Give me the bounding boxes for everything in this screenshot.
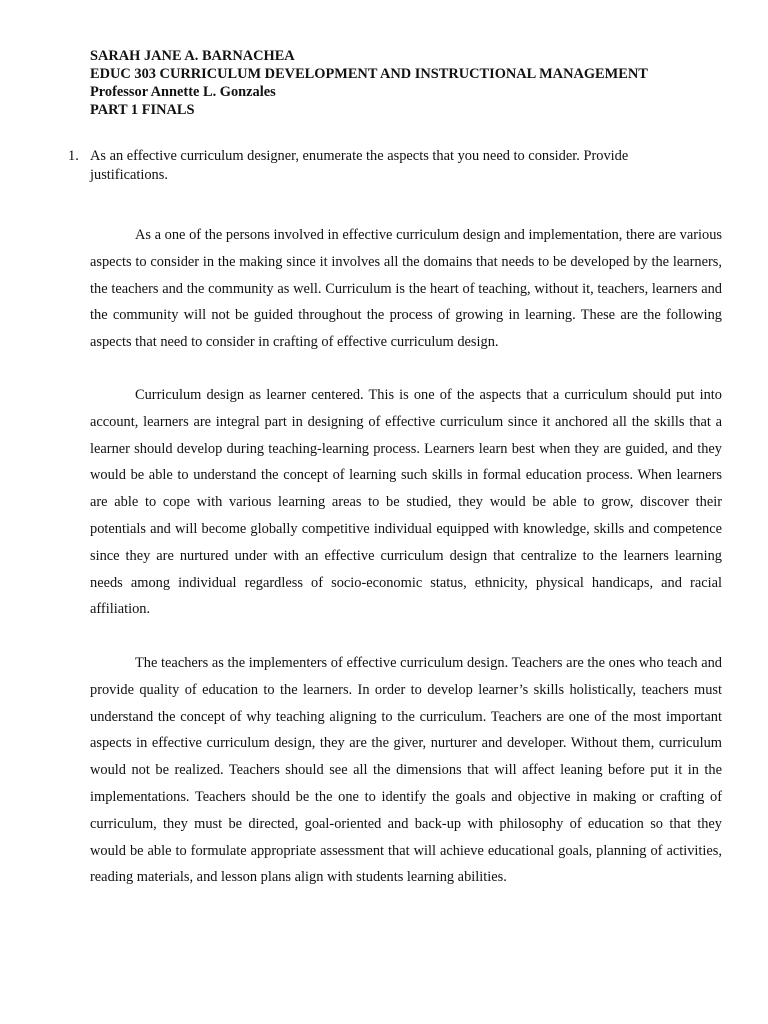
- professor-name: Professor Annette L. Gonzales: [90, 84, 276, 100]
- question-number: 1.: [68, 148, 79, 164]
- answer-paragraph-teachers: [90, 650, 722, 891]
- course-title: EDUC 303 CURRICULUM DEVELOPMENT AND INSTRUCTIONAL MANAGEMENT: [90, 66, 648, 82]
- paragraph-text: Curriculum design as learner centered. This is one of the aspects that a curriculum should put into account, learners are integral part in designing of effective curriculum since it anchored all the skills that a learner should develop during teaching-learning process. Learners learn best when they are guided, and they would be able to understand the concept of learning such skills in formal education process. When learners are able to cope with various learning areas to be studied, they would be able to grow, discover their potentials and will become globally competitive individual equipped with knowledge, skills and competence since they are nurtured under with an effective curriculum design that centralize to the learners learning needs among individual regardless of socio-economic status, ethnicity, physical handicaps, and racial affiliation.: [90, 387, 722, 618]
- question-text: As an effective curriculum designer, enumerate the aspects that you need to consider. Provide justifications.: [90, 148, 629, 183]
- student-name: SARAH JANE A. BARNACHEA: [90, 48, 295, 64]
- answer-paragraph-intro: [90, 222, 722, 356]
- question-item: [68, 147, 728, 185]
- document-header: [90, 47, 750, 119]
- paragraph-text: As a one of the persons involved in effective curriculum design and implementation, there are various aspects to consider in the making since it involves all the domains that needs to be developed by the learners, the teachers and the community as well. Curriculum is the heart of teaching, without it, teachers, learners and the community will not be guided throughout the process of growing in learning. These are the following aspects that need to consider in crafting of effective curriculum design.: [90, 227, 722, 351]
- answer-paragraph-learner-centered: [90, 382, 722, 623]
- paragraph-text: The teachers as the implementers of effective curriculum design. Teachers are the ones who teach and provide quality of education to the learners. In order to develop learner’s skills holistically, teachers must understand the concept of why teaching aligning to the curriculum. Teachers are one of the most important aspects in effective curriculum design, they are the giver, nurturer and developer. Without them, curriculum would not be realized. Teachers should see all the dimensions that will affect leaning before put it in the implementations. Teachers should be the one to identify the goals and objective in making or crafting of curriculum, they must be directed, goal-oriented and back-up with philosophy of education so that they would be able to formulate appropriate assessment that will achieve educational goals, planning of activities, reading materials, and lesson plans align with students learning abilities.: [90, 655, 722, 886]
- exam-part: PART 1 FINALS: [90, 102, 195, 118]
